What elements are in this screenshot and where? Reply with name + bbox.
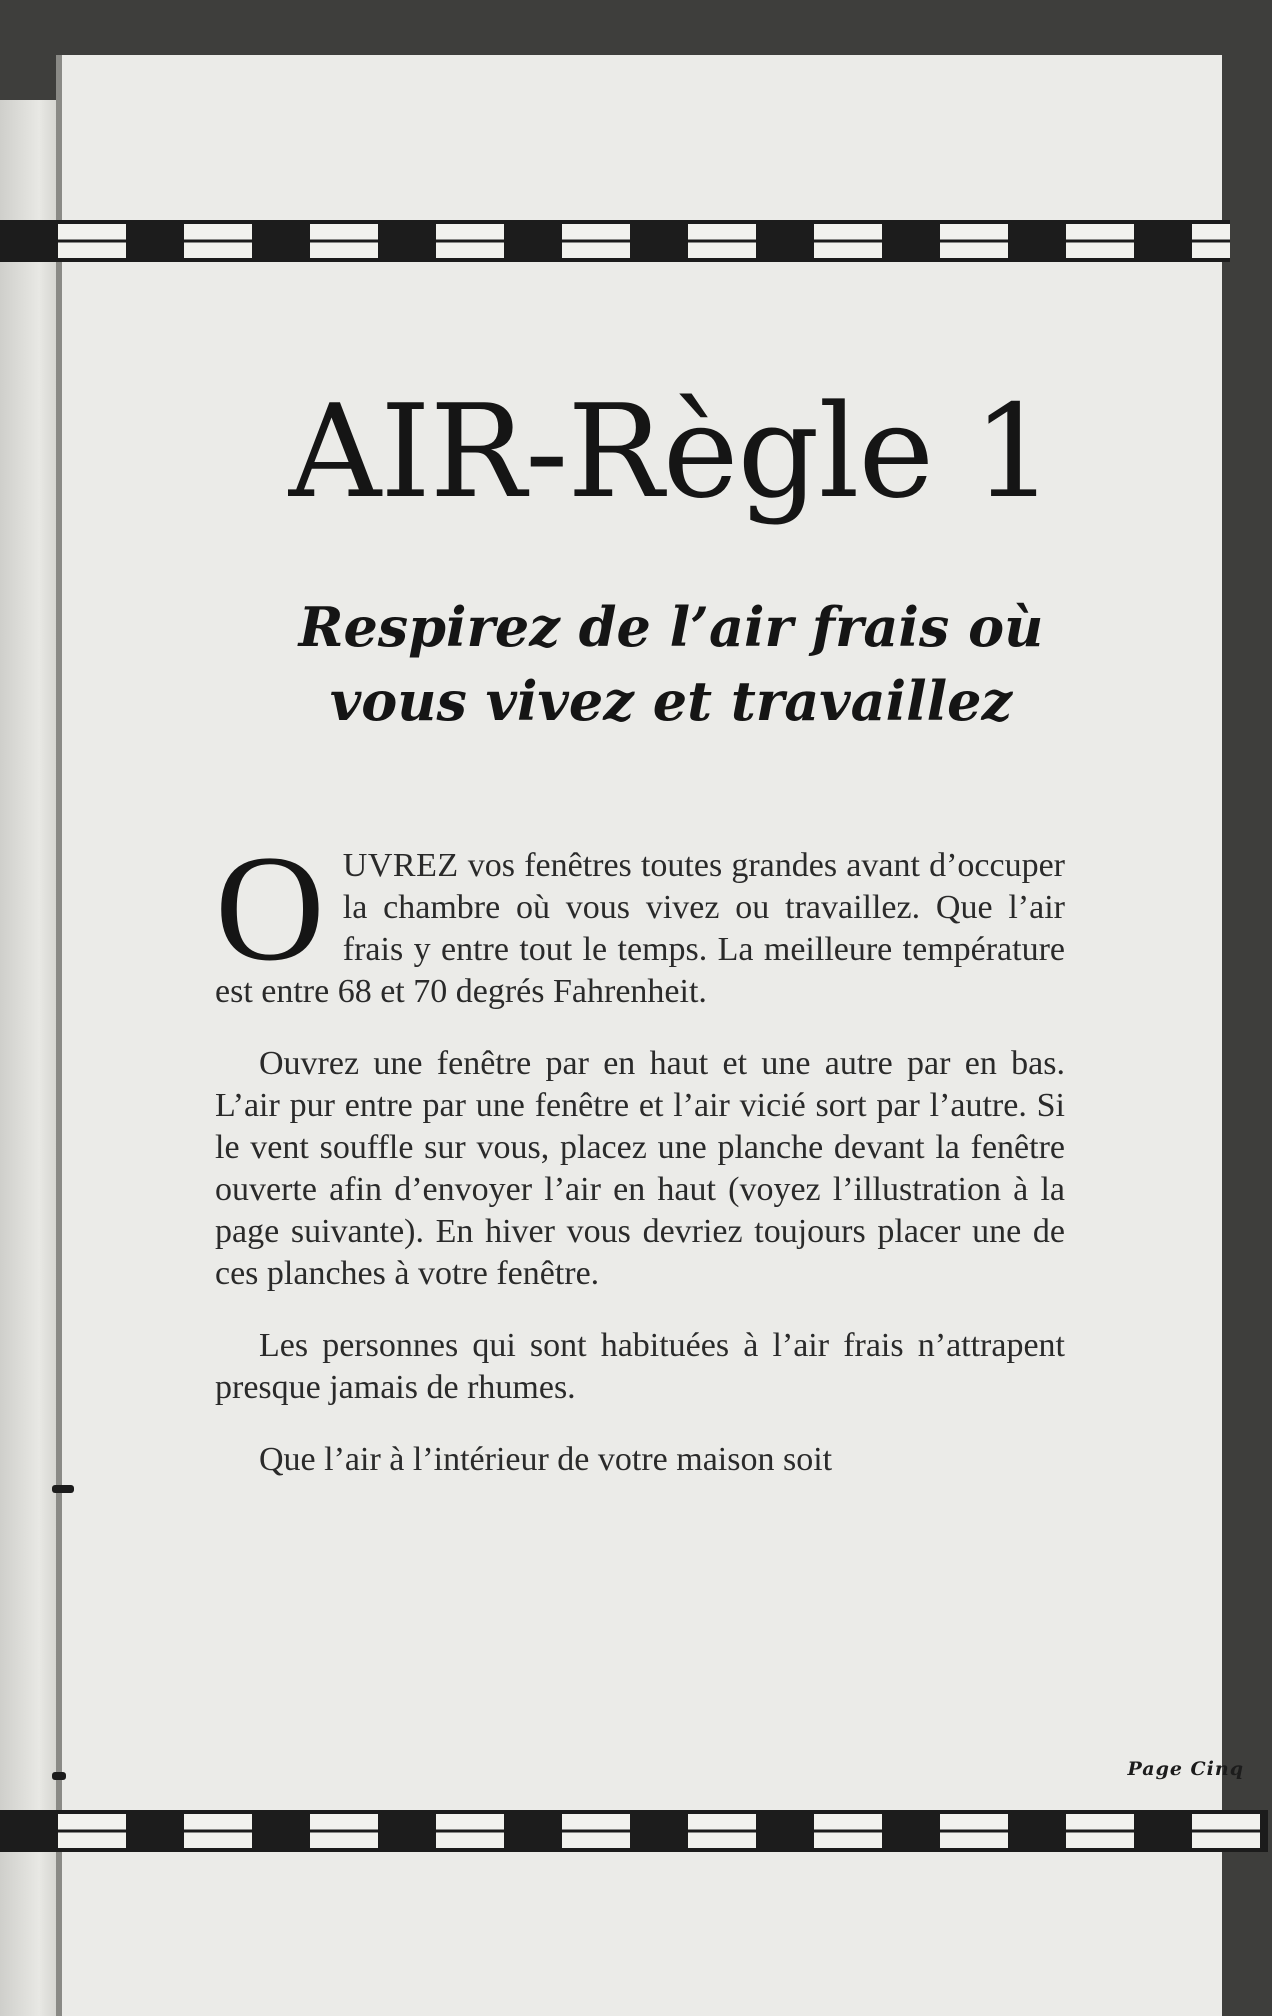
paragraph-4: Que l’air à l’intérieur de votre maison soit — [259, 1441, 833, 1478]
subtitle-line-1: Respirez de l’air frais où — [298, 595, 1044, 659]
paragraph-1 — [215, 824, 1065, 1013]
binding-stitch — [52, 1772, 66, 1780]
paragraph-1-text: vos fenêtres toutes grandes avant d’occuper la chambre où vous vivez ou travaillez. Que l’air frais y entre tout le temps. La meilleure température est entre 68 et 70 degrés Fahrenheit. — [215, 847, 1065, 1010]
paragraph-3: Les personnes qui sont habituées à l’air frais n’attrapent presque jamais de rhumes. — [215, 1327, 1065, 1406]
page-subtitle — [0, 590, 1272, 738]
paragraph-1-first-word: UVREZ — [342, 847, 459, 884]
page-title: AIR-Règle 1 — [288, 378, 1054, 527]
top-checkered-border — [0, 220, 1230, 262]
binding-stitch — [52, 1485, 74, 1493]
bottom-checkered-border — [0, 1810, 1268, 1852]
paragraph-2: Ouvrez une fenêtre par en haut et une autre par en bas. L’air pur entre par une fenêtre et l’air vicié sort par l’autre. Si le vent souffle sur vous, placez une planche devant la fenêtre ouverte afin d’envoyer l’air en haut (voyez l’illustration à la page suivante). En hiver vous devriez toujours placer une de ces planches à votre fenêtre. — [215, 1045, 1065, 1292]
subtitle-line-2: vous vivez et travaillez — [329, 669, 1013, 733]
drop-cap: O — [215, 824, 325, 992]
page-number: Page Cinq — [1127, 1758, 1244, 1780]
article-body — [215, 824, 1065, 1511]
